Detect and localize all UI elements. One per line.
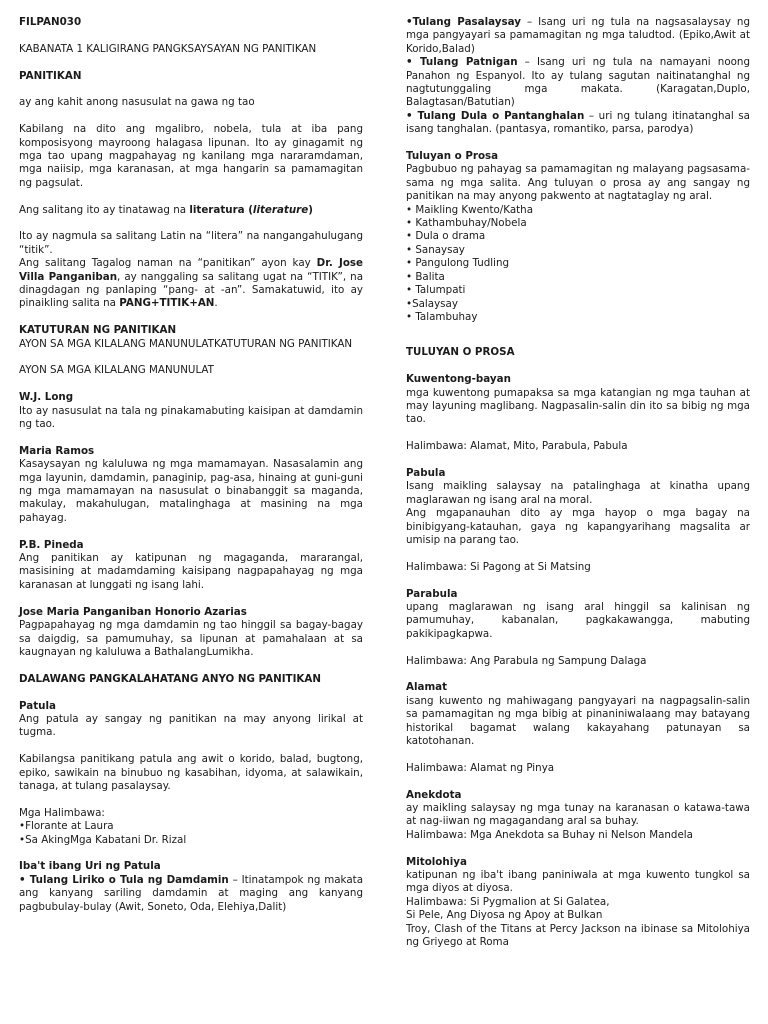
text-run: – uri ng tulang itinatanghal sa isang tanghalan. (pantasya, romantiko, parsa, parodya): [406, 109, 750, 136]
paragraph: upang maglarawan ng isang aral hinggil sa kalinisan ng pamumuhay, kabanalan, pagkakawangga, mabuting pakikipagkapwa.: [406, 600, 750, 640]
section-heading: TULUYAN O PROSA: [406, 346, 515, 359]
list-item: • Dula o drama: [406, 230, 486, 243]
paragraph: katipunan ng iba't ibang paniniwala at mga kuwento tungkol sa mga diyos at diyosa.: [406, 869, 750, 895]
list-item: •Salaysay: [406, 297, 458, 310]
left-column: [19, 16, 363, 914]
list-item: • Balita: [406, 270, 445, 283]
subsection-heading: Tuluyan o Prosa: [406, 150, 499, 163]
paragraph: mga kuwentong pumapaksa sa mga katangian ng mga tauhan at may layuning maglibang. Nagpasalin-salin din ito sa bibig ng mga tao.: [406, 386, 750, 426]
section-heading: KATUTURAN NG PANITIKAN: [19, 324, 177, 337]
subsection-heading: Anekdota: [406, 788, 462, 801]
paragraph: [406, 110, 750, 137]
paragraph: Pagbubuo ng pahayag sa pamamagitan ng malayang pagsasama-sama ng mga salita. Ang tuluyan o prosa ay ang sangay ng panitikan na may anyong pakwento at nagtataglay ng aral.: [406, 163, 750, 203]
subsection-heading: Iba't ibang Uri ng Patula: [19, 860, 161, 873]
list-item: • Sanaysay: [406, 243, 465, 256]
example: Halimbawa: Si Pygmalion at Si Galatea,: [406, 895, 610, 908]
paragraph: Kasaysayan ng kaluluwa ng mga mamamayan. Nasasalamin ang mga layunin, damdamin, panaginip, pag-asa, hinaing at guni-guni ng mga mamamayan na nasusulat o binabanggit sa maganda, makulay, makahulugan, matalinghaga at masining na mga pahayag.: [19, 458, 363, 524]
list-item: • Talambuhay: [406, 310, 478, 323]
author-heading: Maria Ramos: [19, 444, 95, 457]
paragraph: ay maikling salaysay ng mga tunay na karanasan o katawa-tawa at nag-iiwan ng magagandang aral sa buhay.: [406, 802, 750, 828]
text-run: – Itinatampok ng makata ang kanyang sariling damdamin at maging ang kanyang pagbubulay-bulay (Awit, Soneto, Oda, Elehiya,Dalit): [19, 873, 364, 913]
paragraph: [406, 16, 750, 56]
paragraph: Ang panitikan ay katipunan ng magaganda, mararangal, masisining at madamdaming kaisipang nagpapahayag ng mga karanasan at lunggati ng isang lahi.: [19, 552, 363, 591]
term-bold: • Tulang Liriko o Tula ng Damdamin: [19, 873, 229, 886]
subsection-heading: Parabula: [406, 587, 458, 600]
term-bold: •Tulang Pasalaysay: [406, 16, 521, 28]
paragraph: [19, 204, 363, 217]
paragraph: [19, 874, 363, 914]
examples-label: Mga Halimbawa:: [19, 806, 105, 819]
paragraph: Isang maikling salaysay na patalinghaga at kinatha upang maglarawan ng isang aral na moral.: [406, 480, 750, 506]
author-name: Dr. Jose Villa Panganiban: [19, 257, 364, 283]
term-bold: literatura: [189, 203, 245, 216]
example: Halimbawa: Alamat, Mito, Parabula, Pabula: [406, 440, 628, 453]
paragraph: Ang mgapanauhan dito ay mga hayop o mga bagay na binibigyang-katauhan, gaya ng kapangyarihang magsalita ar umisip na parang tao.: [406, 507, 750, 546]
author-heading: W.J. Long: [19, 391, 74, 404]
section-heading: PANITIKAN: [19, 69, 82, 82]
text-run: – Isang uri ng tula na namayani noong Panahon ng Espanyol. Ito ay tulang sagutan naitinatanghal ng nagtutunggaling mga makata. (Karagatan,Duplo, Balagtasan/Batutian): [406, 56, 750, 109]
example: Halimbawa: Ang Parabula ng Sampung Dalaga: [406, 654, 647, 667]
example: Halimbawa: Mga Anekdota sa Buhay ni Nelson Mandela: [406, 828, 693, 841]
author-heading: Jose Maria Panganiban Honorio Azarias: [19, 605, 247, 618]
term-italic: literature: [252, 203, 309, 216]
section-heading: DALAWANG PANGKALAHATANG ANYO NG PANITIKAN: [19, 672, 321, 685]
list-item: • Kathambuhay/Nobela: [406, 217, 527, 230]
right-column: [406, 16, 750, 949]
text-run: (: [244, 203, 253, 216]
formula-bold: PANG+TITIK+AN: [119, 297, 215, 310]
paragraph: [406, 56, 750, 110]
subsection-heading: Mitolohiya: [406, 855, 467, 868]
example: Halimbawa: Alamat ng Pinya: [406, 761, 555, 774]
text-run: ): [308, 203, 313, 216]
list-item: • Talumpati: [406, 284, 466, 297]
text-run: Ang salitang ito ay tinatawag na: [19, 203, 190, 216]
list-item: • Maikling Kwento/Katha: [406, 203, 534, 216]
paragraph: [19, 257, 363, 311]
paragraph: Kabilangsa panitikang patula ang awit o korido, balad, bugtong, epiko, sawikain na binubuo ng kasabihan, idyoma, at salawikain, tanaga, at tulang pasalaysay.: [19, 753, 363, 792]
text-run: Ang salitang Tagalog naman na “panitikan” ayon kay: [19, 257, 317, 270]
paragraph: Kabilang na dito ang mgalibro, nobela, tula at iba pang komposisyong mayroong halagasa lipunan. Ito ay ginagamit ng mga tao upang magpahayag ng kanilang mga nararamdaman, mga naiisip, mga karanasan, at mga hangarin sa pamamagitan ng pagsulat.: [19, 123, 363, 189]
subsection-heading: Alamat: [406, 681, 448, 694]
list-item: •Sa AkingMga Kabatani Dr. Rizal: [19, 833, 187, 846]
subheading: AYON SA MGA KILALANG MANUNULATKATUTURAN NG PANITIKAN: [19, 337, 353, 350]
term-bold: • Tulang Dula o Pantanghalan: [406, 109, 585, 122]
prose-list: [406, 204, 750, 325]
text-run: .: [214, 297, 218, 310]
list-item: •Florante at Laura: [19, 820, 114, 833]
example: Si Pele, Ang Diyosa ng Apoy at Bulkan: [406, 909, 603, 922]
subsection-heading: Pabula: [406, 466, 446, 479]
chapter-title: KABANATA 1 KALIGIRANG PANGKSAYSAYAN NG PANITIKAN: [19, 42, 317, 55]
text-run: – Isang uri ng tula na nagsasalaysay ng mga pangyayari sa pamamagitan ng mga taludtod. (Epiko,Awit at Korido,Balad): [406, 16, 750, 55]
subheading: AYON SA MGA KILALANG MANUNULAT: [19, 364, 214, 377]
paragraph: Ito ay nasusulat na tala ng pinakamabuting kaisipan at damdamin ng tao.: [19, 404, 363, 431]
example: Troy, Clash of the Titans at Percy Jackson na ibinase sa Mitolohiya ng Griyego at Roma: [406, 922, 750, 949]
author-heading: P.B. Pineda: [19, 538, 84, 551]
subsection-heading: Patula: [19, 699, 56, 712]
paragraph: Ang patula ay sangay ng panitikan na may anyong lirikal at tugma.: [19, 712, 363, 739]
list-item: • Pangulong Tudling: [406, 257, 510, 270]
paragraph: isang kuwento ng mahiwagang pangyayari na nagpagsalin-salin sa pamamagitan ng mga bibig at pinaniniwalaang may batayang historikal bagamat walang kakayahang patunayan sa katotohanan.: [406, 694, 750, 747]
course-code: FILPAN030: [19, 16, 82, 28]
text-run: , ay nanggaling sa salitang ugat na “TITIK”, na dinagdagan ng panlaping “pang- at -an”. Samakatuwid, ito ay pinaikling salita na: [19, 270, 363, 310]
example: Halimbawa: Si Pagong at Si Matsing: [406, 560, 591, 573]
paragraph: Ito ay nagmula sa salitang Latin na “litera” na nangangahulugang “titik”.: [19, 230, 363, 256]
definition: ay ang kahit anong nasusulat na gawa ng tao: [19, 96, 255, 109]
term-bold: • Tulang Patnigan: [406, 56, 518, 69]
paragraph: Pagpapahayag ng mga damdamin ng tao hinggil sa bagay-bagay sa daigdig, sa pamumuhay, sa lipunan at pamahalaan at sa kaugnayan ng kaluluwa a BathalangLumikha.: [19, 619, 363, 658]
subsection-heading: Kuwentong-bayan: [406, 373, 511, 386]
